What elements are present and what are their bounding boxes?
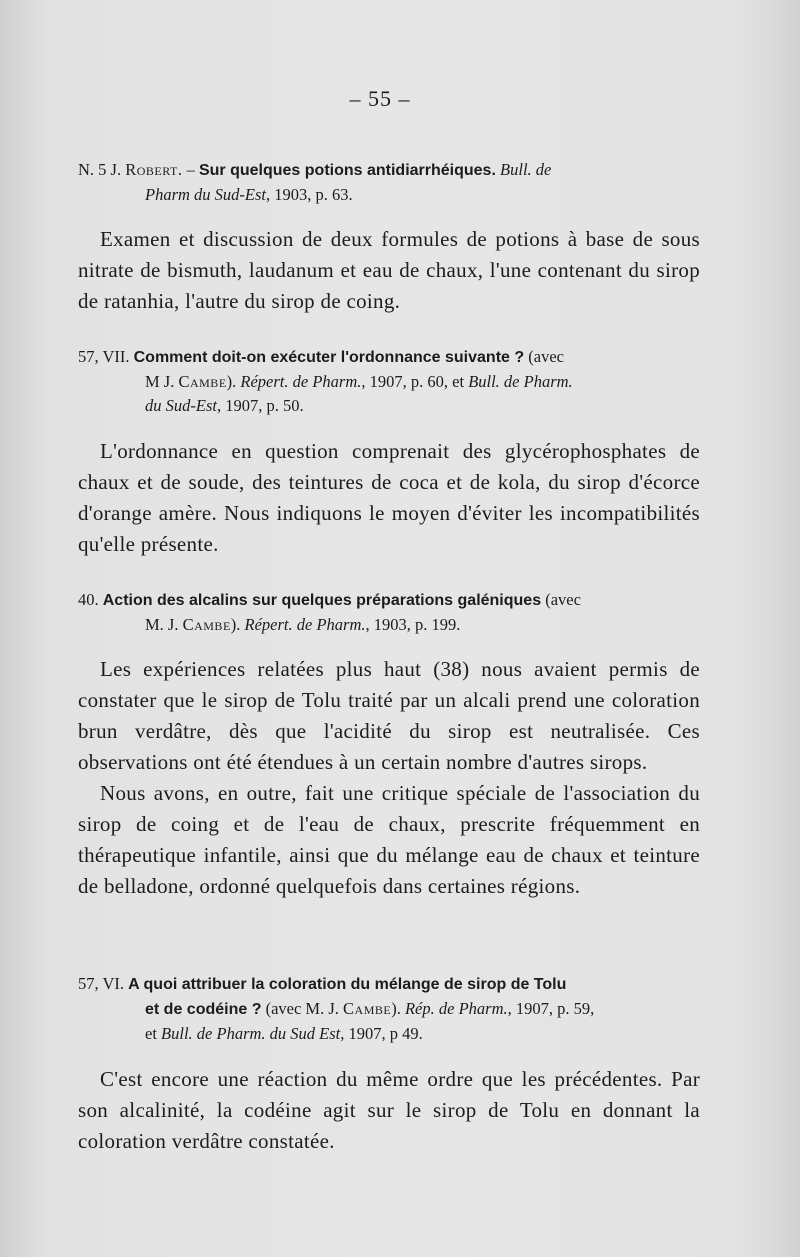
entry-number: 57, VI. (78, 974, 124, 993)
entry-3-line-1 (78, 588, 703, 613)
publication-details-2: , 1907, p. 50. (216, 396, 304, 415)
entry-number: 57, VII. (78, 347, 130, 366)
separator: ). (226, 372, 241, 391)
entry-4-line-3 (78, 1022, 703, 1046)
coauthor-initials: M. J. (145, 615, 183, 634)
bibliography-entry-1 (78, 158, 703, 207)
author-initial: J. (110, 160, 122, 179)
coauthor-initials: M J. (145, 372, 179, 391)
entry-number: N. 5 (78, 160, 107, 179)
entry-title-continued: et de codéine ? (145, 1001, 262, 1018)
publication-details: , 1907, p. 60, et (361, 372, 469, 391)
journal-name-2: Bull. de Pharm. (468, 372, 573, 391)
abstract-paragraph-1 (78, 224, 700, 317)
coauthor-prefix: (avec M. J. (261, 999, 344, 1018)
paragraph-text: Examen et discussion de deux formules de potions à base de sous nitrate de bismuth, laudanum et eau de chaux, l'une contenant du sirop de ratanhia, l'autre du sirop de coing. (78, 227, 700, 313)
journal-name: Rép. de Pharm. (404, 999, 508, 1018)
abstract-paragraph-3 (78, 654, 700, 902)
abstract-paragraph-2 (78, 436, 700, 560)
publication-details: , 1903, p. 63. (266, 185, 353, 204)
journal-name: Bull. de (500, 160, 552, 179)
separator: ). (230, 615, 245, 634)
entry-title: A quoi attribuer la coloration du mélange de sirop de Tolu (128, 976, 567, 993)
journal-name: Répert. de Pharm. (244, 615, 366, 634)
entry-4-line-1 (78, 972, 703, 997)
entry-number: 40. (78, 590, 99, 609)
entry-3-line-2 (78, 613, 703, 637)
page-number: – 55 – (349, 86, 411, 111)
paragraph-text-a: Les expériences relatées plus haut (38) nous avaient permis de constater que le sirop de Tolu traité par un alcali prend une coloration brun verdâtre, dès que l'acidité du sirop est neutralisée. Ces observations ont été étendues à un certain nombre d'autres sirops. (78, 657, 700, 774)
journal-name-continued: Pharm du Sud-Est (145, 185, 266, 204)
coauthor-prefix: (avec (541, 590, 581, 609)
bibliography-entry-4 (78, 972, 703, 1046)
journal-name-2: Bull. de Pharm. du Sud Est (161, 1024, 341, 1043)
journal-name: Répert. de Pharm. (240, 372, 362, 391)
dash: – (182, 160, 199, 179)
entry-2-line-2 (78, 370, 703, 394)
entry-4-line-2 (78, 997, 703, 1022)
entry-2-line-3 (78, 394, 703, 418)
coauthor-name: Cambe (343, 999, 392, 1018)
publication-details-2: , 1907, p 49. (340, 1024, 423, 1043)
entry-title: Sur quelques potions antidiarrhéiques. (198, 162, 496, 179)
bibliography-entry-2 (78, 345, 703, 418)
entry-title: Comment doit-on exécuter l'ordonnance suivante ? (133, 349, 525, 366)
coauthor-name: Cambe (178, 372, 227, 391)
author-name: Robert. (125, 160, 183, 179)
coauthor-prefix: (avec (524, 347, 564, 366)
entry-1-line-2 (78, 183, 703, 207)
separator: ). (391, 999, 405, 1018)
entry-1-line-1 (78, 158, 703, 183)
paragraph-text-b: Nous avons, en outre, fait une critique spéciale de l'association du sirop de coing et de l'eau de chaux, prescrite fréquemment en thérapeutique infantile, ainsi que du mélange eau de chaux et teinture de belladone, ordonné quelquefois dans certaines régions. (78, 781, 700, 898)
coauthor-name: Cambe (182, 615, 231, 634)
conjunction: et (145, 1024, 162, 1043)
abstract-paragraph-4 (78, 1064, 700, 1157)
entry-2-line-1 (78, 345, 703, 370)
bibliography-entry-3 (78, 588, 703, 637)
publication-details: , 1903, p. 199. (365, 615, 461, 634)
journal-name-2-continued: du Sud-Est (145, 396, 217, 415)
entry-title: Action des alcalins sur quelques préparations galéniques (102, 592, 542, 609)
publication-details: , 1907, p. 59, (507, 999, 595, 1018)
paragraph-text: C'est encore une réaction du même ordre que les précédentes. Par son alcalinité, la codéine agit sur le sirop de Tolu en donnant la coloration verdâtre constatée. (78, 1067, 700, 1153)
paragraph-text: L'ordonnance en question comprenait des glycérophosphates de chaux et de soude, des teintures de coca et de kola, du sirop d'écorce d'orange amère. Nous indiquons le moyen d'éviter les incompatibilités qu'elle présente. (78, 439, 700, 556)
